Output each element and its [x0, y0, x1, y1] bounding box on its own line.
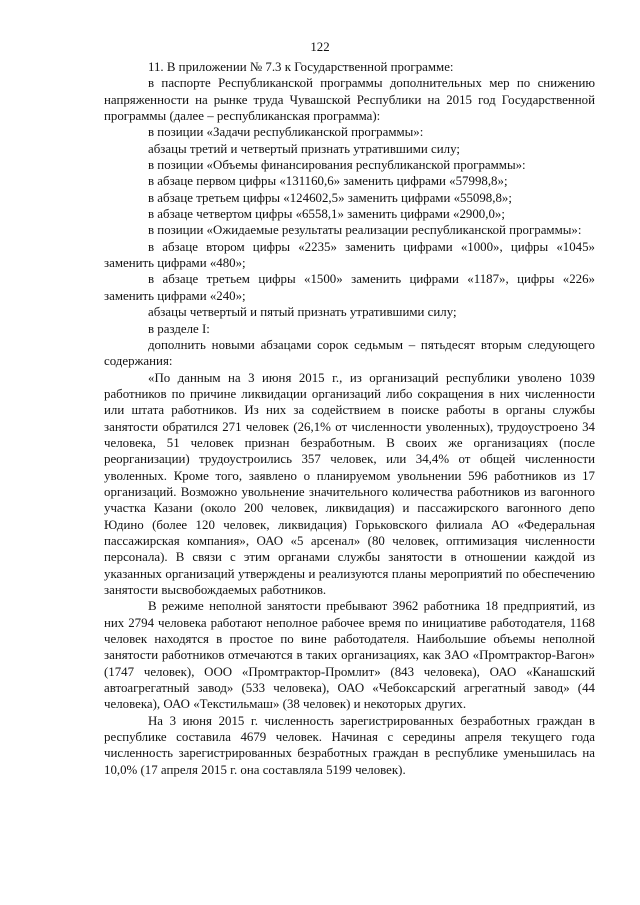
paragraph-item-11-heading: 11. В приложении № 7.3 к Государственной программе:	[148, 60, 454, 74]
paragraph-section-one: в разделе I:	[148, 321, 210, 336]
paragraph-financing-first: в абзаце первом цифры «131160,6» заменить цифрами «57998,8»;	[148, 174, 508, 189]
paragraph-position-tasks: в позиции «Задачи республиканской программы»:	[148, 125, 424, 140]
paragraph-unemployed: На 3 июня 2015 г. численность зарегистрированных безработных граждан в республике составила 4679 человек. Начиная с середины апреля текущего года численность зарегистрированных безработных граждан в республике уменьшилась на 10,0% (17 апреля 2015 г. она составляла 5199 человек).	[104, 713, 595, 777]
paragraph-part-time: В режиме неполной занятости пребывают 3962 работника 18 предприятий, из них 2794 человека работают неполное рабочее время по инициативе работодателя, 1168 человек находятся в простое по вине работодателя. Наибольшие объемы неполной занятости работников отмечаются в таких организациях, как ЗАО «Промтрактор-Вагон» (1747 человек), ООО «Промтрактор-Промлит» (843 человека), ОАО «Канашский автоагрегатный завод» (533 человека), ОАО «Чебоксарский агрегатный завод» (44 человека), ОАО «Текстильмаш» (38 человек) и некоторых других.	[104, 599, 595, 712]
paragraph-add-new: дополнить новыми абзацами сорок седьмым – пятьдесят вторым следующего содержания:	[104, 337, 595, 369]
paragraph-financing-fourth: в абзаце четвертом цифры «6558,1» заменить цифрами «2900,0»;	[148, 207, 505, 222]
paragraph-position-results: в позиции «Ожидаемые результаты реализации республиканской программы»:	[148, 223, 582, 238]
paragraph-passport: в паспорте Республиканской программы дополнительных мер по снижению напряженности на рынке труда Чувашской Республики на 2015 год Государственной программы (далее – республиканская программа):	[104, 76, 595, 124]
paragraph-results-third: в абзаце третьем цифры «1500» заменить цифрами «1187», цифры «226» заменить цифрами «240»;	[104, 272, 595, 303]
paragraph-results-second: в абзаце втором цифры «2235» заменить цифрами «1000», цифры «1045» заменить цифрами «480»;	[104, 239, 595, 271]
document-body	[104, 59, 595, 778]
paragraph-financing-third: в абзаце третьем цифры «124602,5» заменить цифрами «55098,8»;	[148, 190, 512, 205]
paragraph-quote-dismissals: «По данным на 3 июня 2015 г., из организаций республики уволено 1039 работников по причине ликвидации организаций либо сокращения в них численности или штата работников. Из них за содействием в поиске работы в органы службы занятости обратился 271 человек (26,1% от численности уволенных), трудоустроено 34 человека, 51 человек признан безработным. В своих же организациях (после реорганизации) трудоустроились 357 человек, или 34,4% от общей численности уволенных. Кроме того, заявлено о планируемом увольнении 596 работников из 17 организаций. Возможно увольнение значительного количества работников из вагонного участка Казани (около 200 человек, ликвидация) и пассажирского вагонного депо Юдино (более 120 человек, ликвидация) Горьковского филиала АО «Федеральная пассажирская компания», ОАО «5 арсенал» (80 человек, оптимизация численности персонала). В связи с этим органами службы занятости в отношении каждой из указанных организаций утверждены и реализуются планы мероприятий по обеспечению занятости высвобождаемых работников.	[104, 370, 595, 597]
paragraph-results-invalidate: абзацы четвертый и пятый признать утратившими силу;	[148, 305, 457, 320]
paragraph-position-financing: в позиции «Объемы финансирования республиканской программы»:	[148, 158, 526, 173]
paragraph-tasks-invalidate: абзацы третий и четвертый признать утратившими силу;	[148, 141, 460, 156]
page-number: 122	[310, 40, 330, 54]
